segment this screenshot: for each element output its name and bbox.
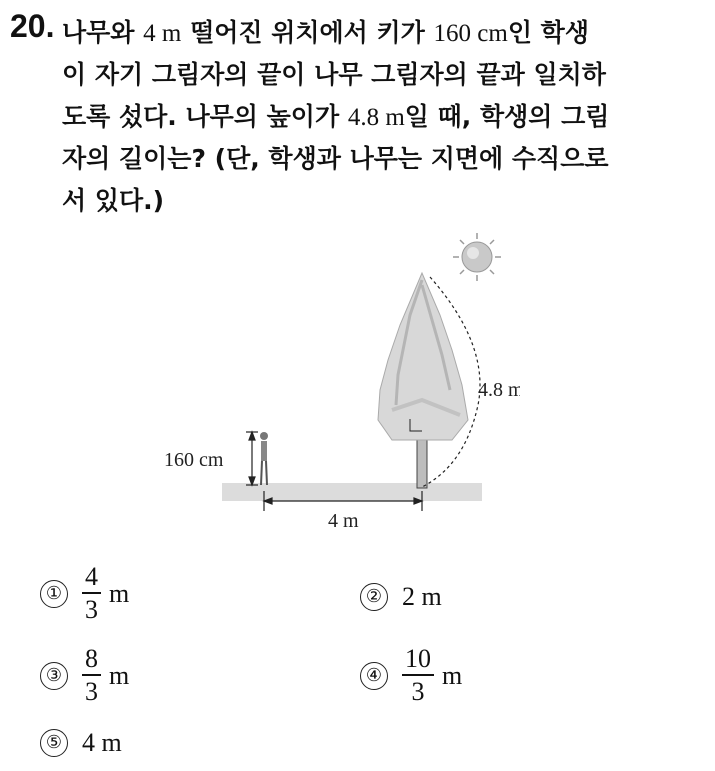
distance-label: 4 m [328, 510, 359, 532]
choice-5[interactable] [40, 728, 122, 758]
numerator: 10 [405, 644, 431, 673]
text-segment: 인 학생 [507, 18, 589, 47]
fraction [402, 644, 434, 708]
question-line-5: 서 있다.) [62, 186, 165, 215]
tree-illustration [378, 273, 468, 488]
choice-marker: ④ [360, 662, 388, 690]
text-segment: 도록 섰다. 나무의 높이가 [62, 102, 348, 131]
choice-3[interactable] [40, 644, 129, 708]
choice-marker: ① [40, 580, 68, 608]
text-segment: 떨어진 위치에서 키가 [181, 18, 434, 47]
question-line-1 [62, 12, 702, 54]
choice-marker: ② [360, 583, 388, 611]
denominator: 3 [411, 676, 425, 706]
tree-height-label: 4.8 m [478, 379, 520, 401]
ground [222, 483, 482, 501]
student-height-label: 160 cm [164, 449, 224, 471]
numerator: 4 [85, 562, 98, 591]
choice-marker: ⑤ [40, 729, 68, 757]
text-segment: 일 때, 학생의 그림 [404, 102, 610, 131]
question-text [62, 12, 702, 222]
unit: m [109, 578, 130, 608]
choice-4[interactable] [360, 644, 462, 708]
sun-icon [453, 233, 501, 281]
student-height-value: 160 cm [433, 20, 508, 47]
student-figure [260, 432, 268, 485]
denominator: 3 [85, 676, 98, 706]
distance-value: 4 m [143, 20, 182, 47]
choice-marker: ③ [40, 662, 68, 690]
choice-2[interactable] [360, 582, 442, 612]
tree-height-value: 4.8 m [347, 104, 405, 131]
unit: m [109, 660, 130, 690]
unit: m [442, 660, 463, 690]
problem-figure [160, 225, 520, 535]
fraction [82, 644, 101, 708]
figure-svg [160, 225, 520, 535]
text-segment: 나무와 [62, 18, 144, 47]
question-line-3 [62, 96, 702, 138]
question-line-4: 자의 길이는? (단, 학생과 나무는 지면에 수직으로 [62, 144, 609, 173]
denominator: 3 [85, 594, 98, 624]
question-line-2: 이 자기 그림자의 끝이 나무 그림자의 끝과 일치하 [62, 60, 606, 89]
question-number: 20. [10, 8, 55, 44]
choice-1[interactable] [40, 562, 129, 626]
choice-value: 2 m [402, 582, 442, 611]
numerator: 8 [85, 644, 98, 673]
fraction [82, 562, 101, 626]
choice-value: 4 m [82, 728, 122, 757]
student-height-dimension [246, 432, 258, 485]
